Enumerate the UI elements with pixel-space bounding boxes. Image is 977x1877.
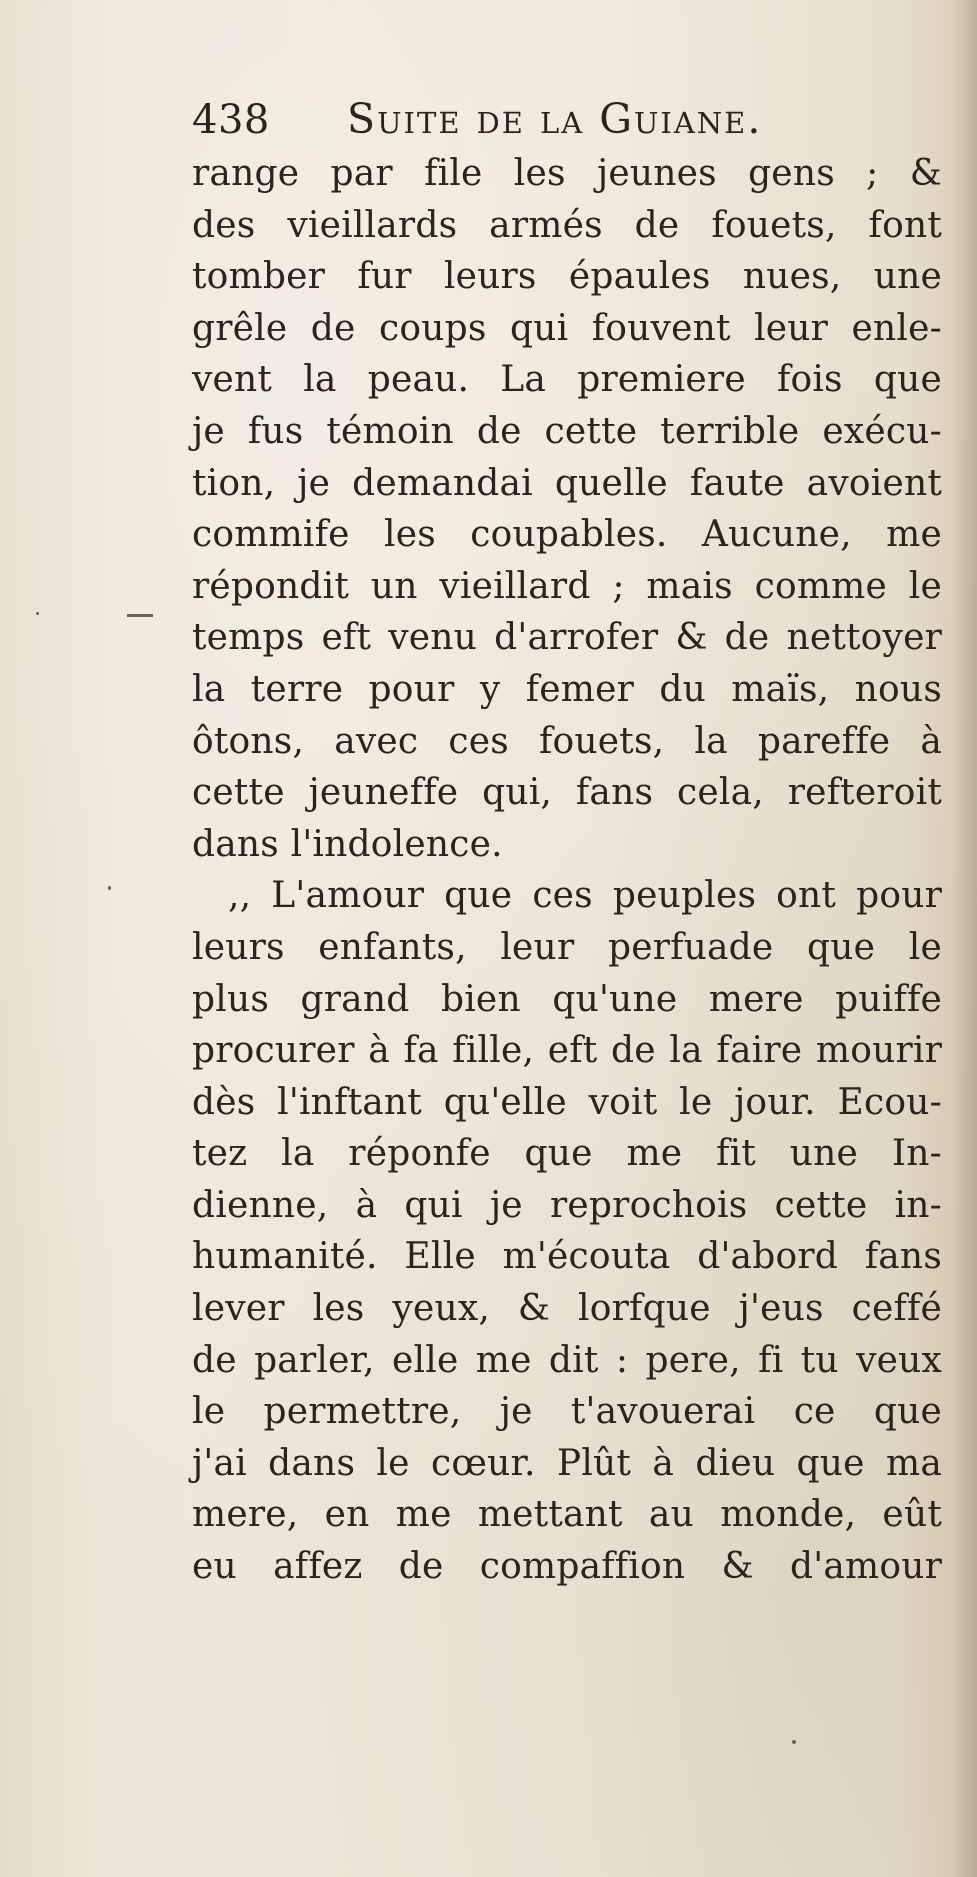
text-line: ôtons, avec ces fouets, la pareffe à — [192, 720, 942, 762]
text-line: plus grand bien qu'une mere puiffe — [192, 978, 942, 1020]
paragraph-end-line: dans l'indolence. — [192, 823, 503, 865]
text-line: eu affez de compaffion & d'amour — [192, 1546, 942, 1588]
text-line: tez la réponfe que me fit une In- — [192, 1133, 942, 1175]
margin-speck — [108, 886, 111, 890]
text-line: cette jeuneffe qui, fans cela, refteroit — [192, 772, 942, 814]
text-line: de parler, elle me dit : pere, fi tu veux — [192, 1339, 942, 1381]
text-line: commife les coupables. Aucune, me — [192, 514, 942, 556]
text-line: le permettre, je t'avouerai ce que — [192, 1391, 942, 1433]
text-block — [192, 90, 942, 1593]
page-number: 438 — [192, 97, 270, 143]
margin-speck — [792, 1740, 796, 1744]
paragraph-start-line: ,, L'amour que ces peuples ont pour — [228, 875, 942, 917]
text-line: range par file les jeunes gens ; & — [192, 153, 942, 194]
text-line: la terre pour y femer du maïs, nous — [192, 668, 942, 710]
text-line: des vieillards armés de fouets, font — [192, 204, 942, 246]
text-line: grêle de coups qui fouvent leur enle- — [192, 307, 942, 349]
page-edge-shadow — [951, 0, 977, 1877]
running-head — [192, 90, 942, 148]
text-line: lever les yeux, & lorfque j'eus ceffé — [192, 1288, 942, 1330]
running-title: Suite de la Guiane. — [347, 95, 763, 143]
text-line: procurer à fa fille, eft de la faire mourir — [192, 1030, 942, 1072]
text-line: vent la peau. La premiere fois que — [192, 359, 942, 401]
text-line: dienne, à qui je reprochois cette in- — [192, 1184, 942, 1226]
text-line: mere, en me mettant au monde, eût — [192, 1494, 942, 1536]
text-line: temps eft venu d'arrofer & de nettoyer — [192, 617, 942, 659]
text-line: humanité. Elle m'écouta d'abord fans — [192, 1236, 942, 1278]
text-line: tion, je demandai quelle faute avoient — [192, 462, 942, 504]
margin-speck — [36, 612, 39, 615]
text-line: dès l'inftant qu'elle voit le jour. Ecou- — [192, 1081, 942, 1123]
text-line: leurs enfants, leur perfuade que le — [192, 926, 942, 968]
text-line: je fus témoin de cette terrible exécu- — [192, 410, 942, 452]
text-line: j'ai dans le cœur. Plût à dieu que ma — [192, 1442, 942, 1484]
text-line: tomber fur leurs épaules nues, une — [192, 256, 942, 298]
text-line: répondit un vieillard ; mais comme le — [192, 565, 942, 607]
margin-dash-mark — [127, 614, 153, 617]
